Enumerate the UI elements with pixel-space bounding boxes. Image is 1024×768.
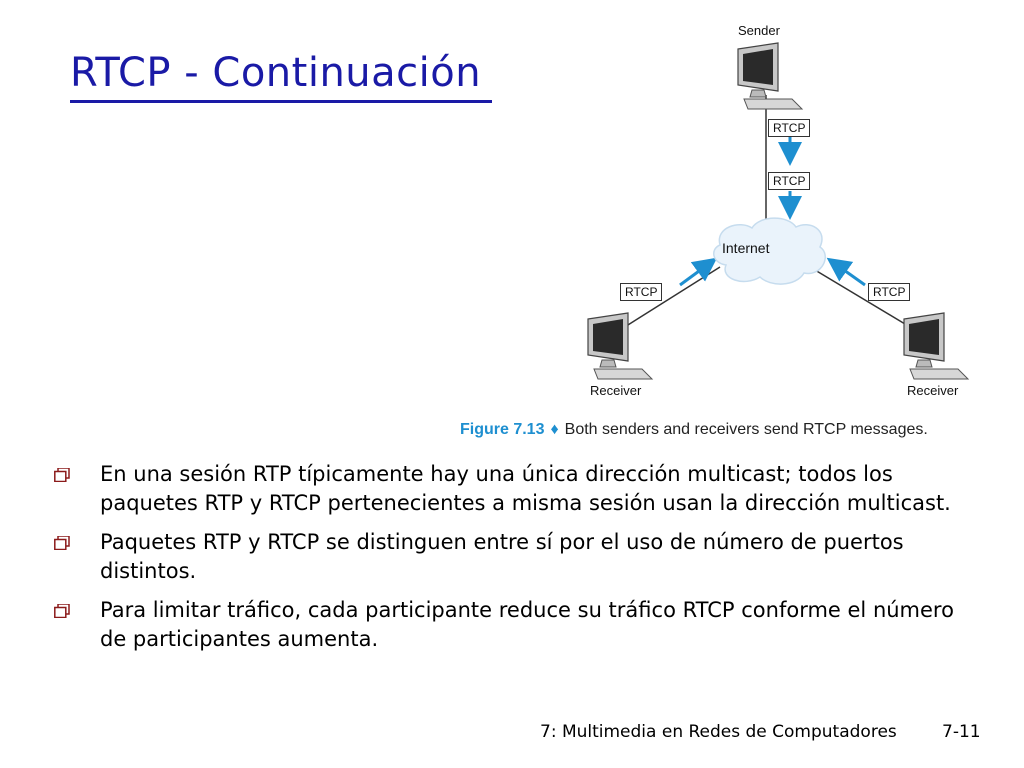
internet-label: Internet [722, 240, 770, 256]
sender-label: Sender [738, 23, 780, 38]
figure-caption [460, 421, 1000, 439]
footer-page-number: 7-11 [942, 722, 981, 742]
bullet-icon [54, 468, 70, 482]
bullet-list [50, 460, 970, 664]
bullet-text: Paquetes RTP y RTCP se distinguen entre sí por el uso de número de puertos distintos. [100, 530, 904, 583]
receiver-right-label: Receiver [907, 383, 959, 398]
bullet-item [50, 460, 970, 518]
rtcp-message-box: RTCP [768, 119, 810, 137]
left-receiver-computer-icon [588, 313, 652, 379]
arrow-right-receiver [834, 263, 865, 285]
slide-title: RTCP - Continuación [70, 50, 482, 96]
bullet-item [50, 528, 970, 586]
bullet-icon [54, 604, 70, 618]
title-underline [70, 100, 492, 103]
rtcp-message-box: RTCP [620, 283, 662, 301]
rtcp-message-box: RTCP [768, 172, 810, 190]
bullet-text: En una sesión RTP típicamente hay una única dirección multicast; todos los paquetes RTP y RTCP pertenecientes a misma sesión usan la dirección multicast. [100, 462, 951, 515]
arrow-left-receiver [680, 263, 710, 285]
bullet-icon [54, 536, 70, 550]
network-diagram [570, 15, 990, 445]
bullet-item [50, 596, 970, 654]
diamond-icon: ♦ [550, 421, 559, 438]
figure-number: Figure 7.13 [460, 421, 545, 438]
right-receiver-computer-icon [904, 313, 968, 379]
rtcp-message-box: RTCP [868, 283, 910, 301]
bullet-text: Para limitar tráfico, cada participante reduce su tráfico RTCP conforme el número de participantes aumenta. [100, 598, 954, 651]
rtcp-network-figure [570, 15, 990, 445]
footer-course: 7: Multimedia en Redes de Computadores [540, 722, 897, 742]
figure-caption-text: Both senders and receivers send RTCP messages. [564, 421, 928, 438]
receiver-left-label: Receiver [590, 383, 642, 398]
sender-computer-icon [738, 43, 802, 109]
